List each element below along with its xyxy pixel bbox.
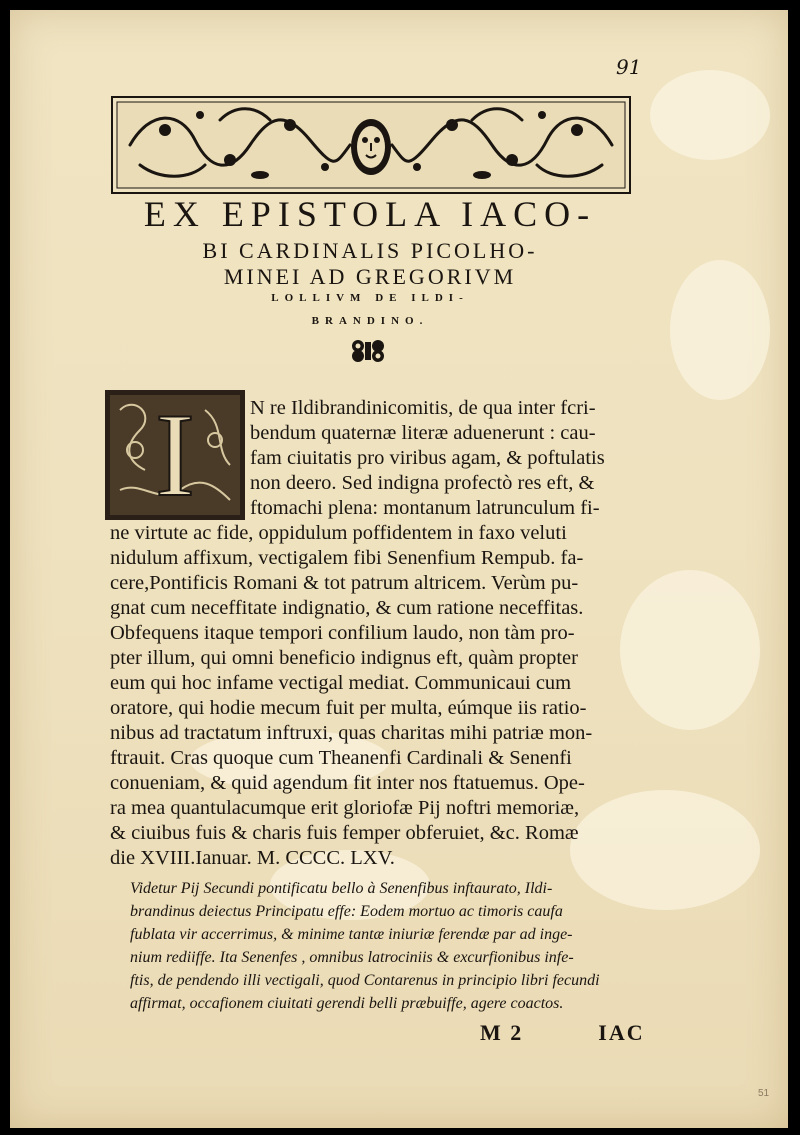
body-line: die XVIII.Ianuar. M. CCCC. LXV. <box>110 847 395 869</box>
paper-stain <box>620 570 760 730</box>
note-line: brandinus deiectus Principatu effe: Eodem mortuo ac timoris caufa <box>130 903 563 920</box>
body-line: ftomachi plena: montanum latrunculum fi- <box>250 497 600 519</box>
catchword: IAC <box>598 1020 645 1045</box>
body-line: eum qui hoc infame vectigal mediat. Communicaui cum <box>110 672 572 694</box>
body-line: non deero. Sed indigna profectò res eft, & <box>250 472 595 494</box>
paper-stain <box>670 260 770 400</box>
signature-and-catchword <box>480 1020 645 1046</box>
body-line: oratore, qui hodie mecum fuit per multa, eúmque iis ratio- <box>110 697 587 719</box>
ornamental-headpiece <box>110 95 632 195</box>
body-line: Obfequens itaque tempori confilium laudo, non tàm pro- <box>110 622 575 644</box>
body-line: bendum quaternæ literæ aduenerunt : cau- <box>250 422 596 444</box>
body-line: fam ciuitatis pro viribus agam, & poftulatis <box>250 447 605 469</box>
note-line: nium rediiffe. Ita Senenfes , omnibus latrociniis & excurfionibus infe- <box>130 949 574 966</box>
title-line: MINEI AD GREGORIVM <box>223 264 517 289</box>
title-line: BI CARDINALIS PICOLHO- <box>202 238 538 263</box>
document-page <box>10 10 788 1128</box>
paper-stain <box>650 70 770 160</box>
fleuron-ornament <box>348 336 388 366</box>
note-line: affirmat, occafionem ciuitati gerendi belli præbuiffe, agere coactos. <box>130 995 564 1012</box>
title-line: BRANDINO. <box>311 315 429 327</box>
note-line: ftis, de pendendo illi vectigali, quod Contarenus in principio libri fecundi <box>130 972 600 989</box>
title-line: EX EPISTOLA IACO- <box>143 194 597 234</box>
body-line: ne virtute ac fide, oppidulum poffidentem in faxo veluti <box>110 522 567 544</box>
body-line: conueniam, & quid agendum fit inter nos ftatuemus. Ope- <box>110 772 585 794</box>
body-line: N re Ildibrandinicomitis, de qua inter fcri- <box>250 397 596 419</box>
body-line: ra mea quantulacumque erit gloriofæ Pij noftri memoriæ, <box>110 797 580 819</box>
body-line: gnat cum neceffitate indignatio, & cum ratione neceffitas. <box>110 597 584 619</box>
body-line: cere,Pontificis Romani & tot patrum altricem. Verùm pu- <box>110 572 579 594</box>
page-number: 91 <box>616 55 642 79</box>
note-line: Videtur Pij Secundi pontificatu bello à Senenfibus inftaurato, Ildi- <box>130 880 553 897</box>
drop-cap-letter: I <box>155 390 195 520</box>
archive-mark: 51 <box>758 1088 770 1099</box>
paper-stain <box>570 790 760 910</box>
body-line: nidulum affixum, vectigalem fibi Senenfium Rempub. fa- <box>110 547 584 569</box>
historiated-initial <box>105 390 245 520</box>
title-line: LOLLIVM DE ILDI- <box>271 292 469 304</box>
signature-mark: M 2 <box>480 1020 524 1045</box>
body-line: & ciuibus fuis & charis fuis femper obferuiet, &c. Romæ <box>110 822 579 844</box>
body-line: nibus ad tractatum inftruxi, quas charitas mihi patriæ mon- <box>110 722 593 744</box>
body-line: pter illum, qui omni beneficio indignus eft, quàm propter <box>110 647 578 669</box>
note-line: fublata vir accerrimus, & minime tantæ iniuriæ ferendæ par ad inge- <box>130 926 573 943</box>
body-line: ftrauit. Cras quoque cum Theanenfi Cardinali & Senenfi <box>110 747 572 769</box>
